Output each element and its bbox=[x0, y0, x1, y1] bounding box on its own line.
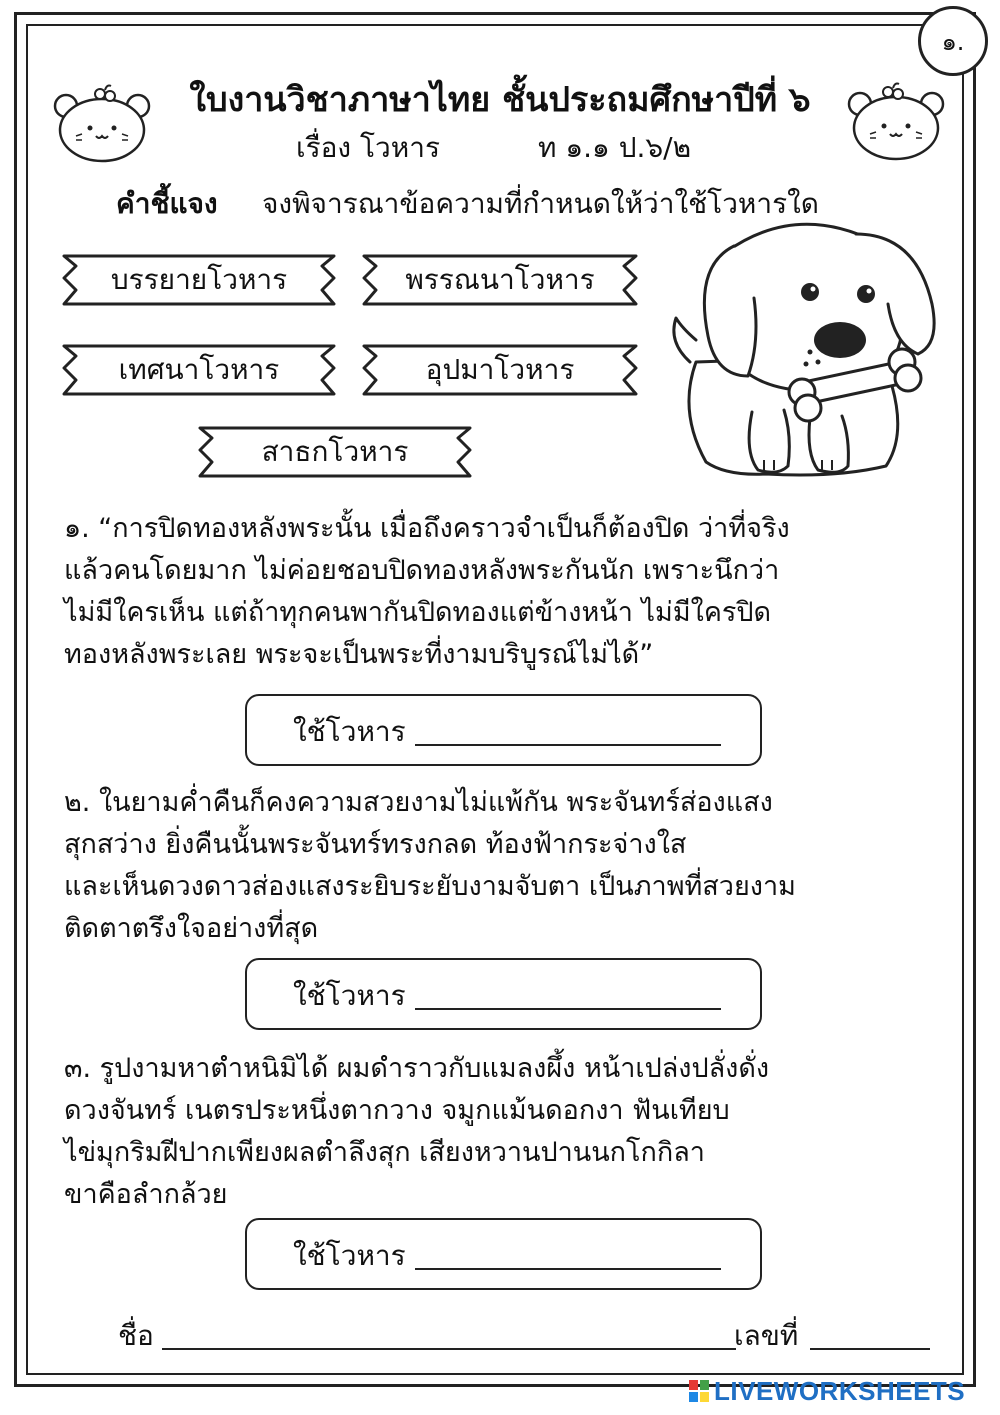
bear-icon-left bbox=[52, 84, 152, 164]
answer-label: ใช้โวหาร bbox=[293, 979, 406, 1012]
answer-label: ใช้โวหาร bbox=[293, 715, 406, 748]
watermark-text: LIVEWORKSHEETS bbox=[714, 1375, 966, 1406]
question-1-text bbox=[64, 508, 954, 676]
option-label: พรรณนาโวหาร bbox=[405, 263, 595, 296]
student-number-input[interactable] bbox=[810, 1312, 930, 1350]
option-label: บรรยายโวหาร bbox=[110, 263, 288, 296]
question-3-text bbox=[64, 1048, 954, 1216]
liveworksheets-logo-icon bbox=[688, 1379, 710, 1403]
question-line: ติดตาตรึงใจอย่างที่สุด bbox=[64, 913, 319, 944]
answer-box-3 bbox=[245, 1218, 762, 1290]
student-number-label: เลขที่ bbox=[734, 1319, 799, 1352]
answer-label: ใช้โวหาร bbox=[293, 1239, 406, 1272]
answer-box-2 bbox=[245, 958, 762, 1030]
question-line: สุกสว่าง ยิ่งคืนนั้นพระจันทร์ทรงกลด ท้องฟ้ากระจ่างใส bbox=[64, 829, 687, 860]
question-line: ๑. “การปิดทองหลังพระนั้น เมื่อถึงคราวจำเป็นก็ต้องปิด ว่าที่จริง bbox=[64, 513, 790, 544]
option-banner bbox=[360, 248, 640, 312]
option-banner bbox=[360, 338, 640, 402]
option-label: เทศนาโวหาร bbox=[118, 353, 280, 386]
curriculum-standard: ท ๑.๑ ป.๖/๒ bbox=[538, 131, 692, 164]
answer-input-1[interactable] bbox=[415, 708, 721, 746]
question-line: ไข่มุกริมฝีปากเพียงผลตำลึงสุก เสียงหวานปานนกโกกิลา bbox=[64, 1137, 705, 1168]
option-banner bbox=[196, 420, 474, 484]
liveworksheets-watermark bbox=[688, 1376, 965, 1406]
option-banner bbox=[60, 248, 338, 312]
option-label: สาธกโวหาร bbox=[261, 435, 409, 468]
option-banner bbox=[60, 338, 338, 402]
name-input[interactable] bbox=[162, 1312, 736, 1350]
question-line: ดวงจันทร์ เนตรประหนึ่งตากวาง จมูกแม้นดอกงา ฟันเทียบ bbox=[64, 1095, 730, 1126]
answer-input-2[interactable] bbox=[415, 972, 721, 1010]
instruction-label: คำชี้แจง bbox=[116, 187, 218, 220]
answer-box-1 bbox=[245, 694, 762, 766]
puppy-with-bone-icon bbox=[660, 212, 950, 492]
question-2-text bbox=[64, 782, 954, 950]
bear-icon-right bbox=[846, 82, 946, 162]
option-label: อุปมาโวหาร bbox=[425, 353, 575, 386]
question-line: ๓. รูปงามหาตำหนิมิได้ ผมดำราวกับแมลงผึ้ง หน้าเปล่งปลั่งดั่ง bbox=[64, 1053, 770, 1084]
name-label: ชื่อ bbox=[118, 1319, 154, 1352]
page-number: ๑. bbox=[918, 6, 988, 76]
question-line: ไม่มีใครเห็น แต่ถ้าทุกคนพากันปิดทองแต่ข้างหน้า ไม่มีใครปิด bbox=[64, 597, 772, 628]
answer-input-3[interactable] bbox=[415, 1232, 721, 1270]
page-title: ใบงานวิชาภาษาไทย ชั้นประถมศึกษาปีที่ ๖ bbox=[189, 80, 811, 120]
question-line: ทองหลังพระเลย พระจะเป็นพระที่งามบริบูรณ์ไม่ได้” bbox=[64, 639, 654, 670]
question-line: ขาคือลำกล้วย bbox=[64, 1179, 228, 1210]
instruction-text: จงพิจารณาข้อความที่กำหนดให้ว่าใช้โวหารใด bbox=[262, 187, 819, 220]
question-line: แล้วคนโดยมาก ไม่ค่อยชอบปิดทองหลังพระกันนัก เพราะนึกว่า bbox=[64, 555, 780, 586]
question-line: ๒. ในยามค่ำคืนก็คงความสวยงามไม่แพ้กัน พระจันทร์ส่องแสง bbox=[64, 787, 773, 818]
worksheet-topic: เรื่อง โวหาร bbox=[296, 131, 440, 164]
question-line: และเห็นดวงดาวส่องแสงระยิบระยับงามจับตา เป็นภาพที่สวยงาม bbox=[64, 871, 796, 902]
